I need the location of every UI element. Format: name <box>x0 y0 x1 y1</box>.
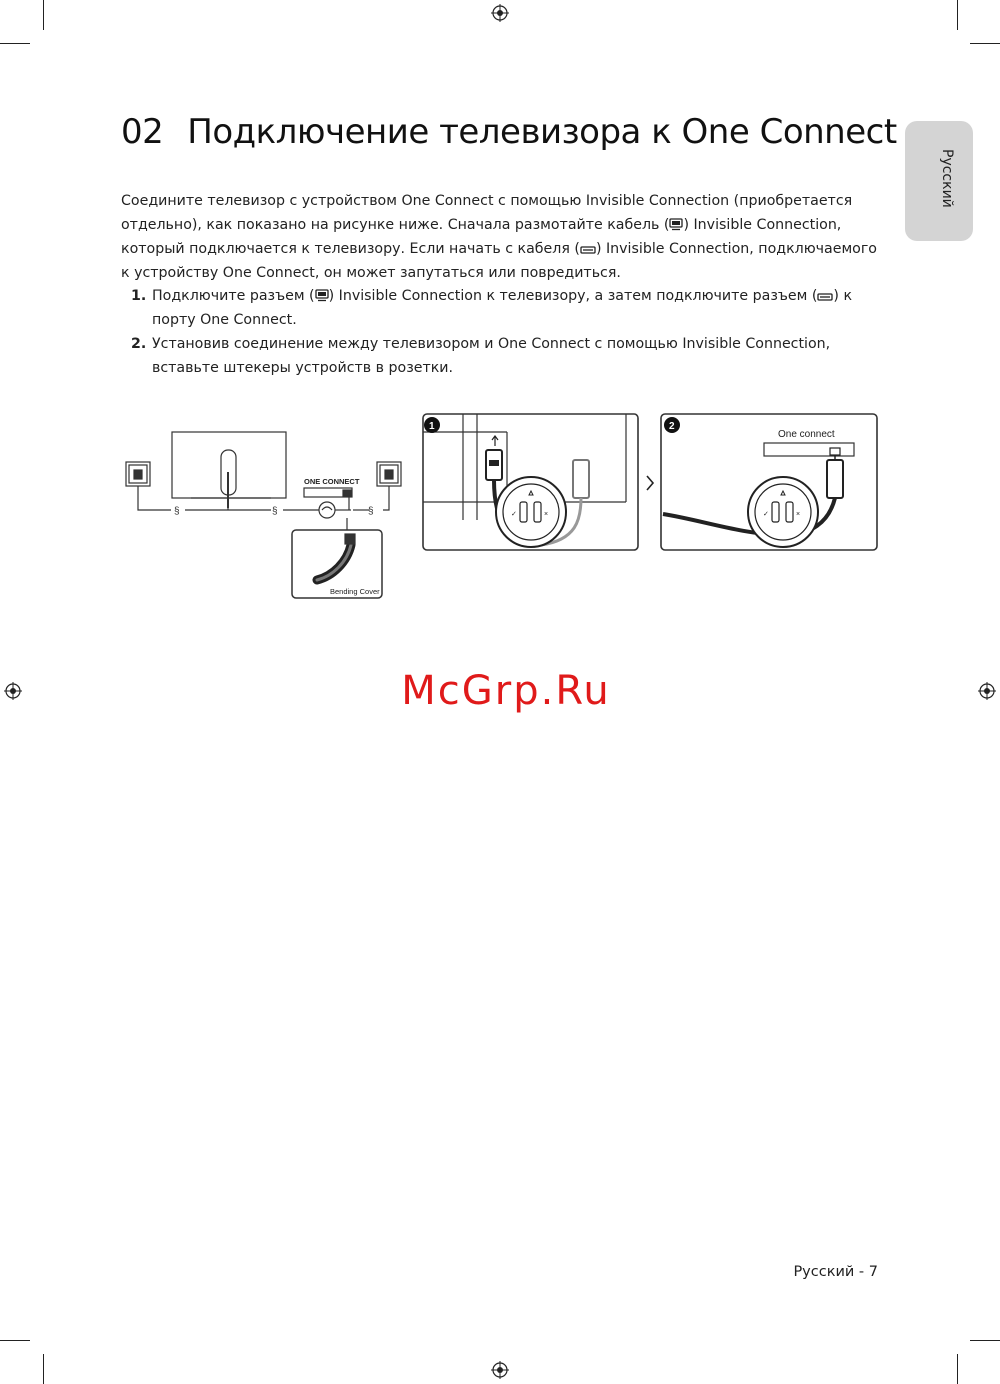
step-text: ) к порту One Connect. <box>152 288 853 328</box>
crop-mark <box>970 43 1000 44</box>
step2-panel <box>661 414 877 550</box>
step2-badge: 2 <box>669 421 675 432</box>
step-text: Подключите разъем ( <box>152 288 315 304</box>
step-number: 2. <box>131 336 147 352</box>
connection-diagram <box>121 410 881 605</box>
overview-illustration <box>126 432 401 598</box>
intro-text-3: ) Invisible Connection, подключаемого к устройству One Connect, он может запутаться или повредиться. <box>121 241 877 281</box>
svg-text:×: × <box>544 511 549 518</box>
bending-cover-marker <box>319 502 335 518</box>
crop-mark <box>957 0 958 30</box>
crop-mark <box>43 1354 44 1384</box>
svg-text:§: § <box>174 506 180 517</box>
step1-badge: 1 <box>429 421 435 432</box>
one-connect-connector-icon <box>817 292 833 302</box>
svg-text:×: × <box>796 511 801 518</box>
language-side-tab-label: Русский <box>939 149 955 208</box>
registration-mark-icon <box>491 1361 509 1379</box>
tv-connector-icon <box>669 218 683 231</box>
bending-cover-label: Bending Cover <box>330 587 380 596</box>
crop-mark <box>0 43 30 44</box>
intro-text-2: ) Invisible Connection, который подключается к телевизору. Если начать с кабеля ( <box>121 217 842 257</box>
tv-connector-icon <box>315 289 329 302</box>
intro-text-1: Соедините телевизор с устройством One Connect с помощью Invisible Connection (приобретается отдельно), как показано на рисунке ниже. Сначала размотайте кабель ( <box>121 193 853 233</box>
step2-device-label: One connect <box>778 429 835 440</box>
list-item <box>121 284 881 332</box>
crop-mark <box>43 0 44 30</box>
step-number: 1. <box>131 288 147 304</box>
svg-text:§: § <box>272 506 278 517</box>
page-footer: Русский - 7 <box>793 1264 878 1280</box>
crop-mark <box>957 1354 958 1384</box>
crop-mark <box>970 1340 1000 1341</box>
svg-text:✓: ✓ <box>511 511 517 518</box>
step-text: ) Invisible Connection к телевизору, а затем подключите разъем ( <box>328 288 818 304</box>
step-text: Установив соединение между телевизором и One Connect с помощью Invisible Connection, вставьте штекеры устройств в розетки. <box>152 336 831 376</box>
crop-mark <box>0 1340 30 1341</box>
page-title <box>121 112 897 152</box>
step1-panel <box>423 414 638 550</box>
steps-list <box>121 284 881 380</box>
registration-mark-icon <box>491 4 509 22</box>
chapter-number: 02 <box>121 112 164 152</box>
power-outlet-icon <box>126 462 150 486</box>
one-connect-connector-icon <box>580 245 596 255</box>
list-item <box>121 332 881 380</box>
chapter-title: Подключение телевизора к One Connect <box>187 112 897 152</box>
one-connect-label: ONE CONNECT <box>304 477 360 486</box>
chevron-right-icon <box>647 476 653 490</box>
power-outlet-icon <box>377 462 401 486</box>
svg-text:§: § <box>368 506 374 517</box>
svg-text:✓: ✓ <box>763 511 769 518</box>
intro-paragraph <box>121 189 881 285</box>
language-side-tab <box>905 121 973 241</box>
watermark: McGrp.Ru <box>401 668 611 714</box>
